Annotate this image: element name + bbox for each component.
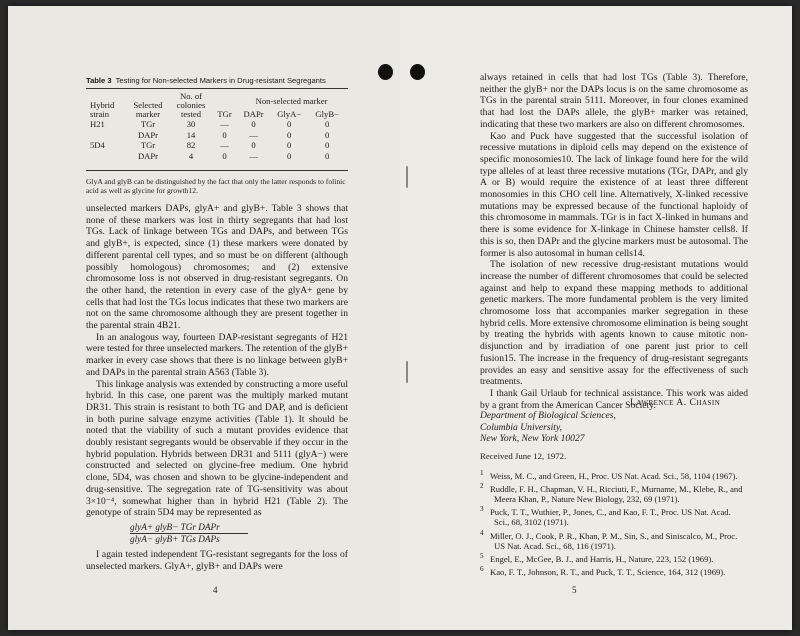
table-caption: Testing for Non-selected Markers in Drug-resistant Segregants	[115, 76, 326, 85]
cell: 5D4	[90, 140, 105, 150]
cell: 0	[325, 129, 330, 140]
genotype-bottom: glyA− glyB+ TGs DAPs	[130, 533, 248, 545]
genotype-fraction	[130, 522, 348, 545]
cell: 4	[188, 150, 194, 161]
reference-item: $^3$ Puck, T. T., Wuthier, P., Jones, C., and Kao, F. T., Proc. US Nat. Acad. Sci., 68, 3102 (1971).	[480, 505, 731, 528]
table-bottom-rule	[86, 170, 348, 171]
reference-item: $^2$ Ruddle, F. H., Chapman, V. H., Ricciuti, F., Murname, M., Klebe, R., and Meera Khan, P., Nature New Biology, 232, 69 (1971).	[480, 482, 743, 505]
cell: TGr	[140, 140, 156, 150]
cell: —	[220, 119, 229, 129]
reference-item: $^4$ Miller, O. J., Cook, P. R., Khan, P. M., Sin, S., and Siniscalco, M., Proc. US Nat. Acad. Sci., 68, 116 (1971).	[480, 528, 738, 551]
binder-hole	[410, 64, 425, 80]
author-signature: Lawrence A. Chasin	[630, 397, 721, 408]
cell: 0	[287, 129, 292, 140]
cell: 0	[251, 140, 256, 150]
right-page	[400, 6, 792, 630]
cell: —	[249, 150, 258, 161]
paragraph: I thank Gail Urlaub for technical assistance. This work was aided by a grant from the American Cancer Society.	[480, 387, 748, 411]
header-col-tg: TGr	[217, 109, 232, 119]
paragraph: Kao and Puck have suggested that the successful isolation of recessive mutations in diploid cells may depend on the existence of specific monosomies10. The lack of linkage found here for the wild type alleles of at least three recessive mutations (TGr, DAPr, and gly A or B) would require the existence of at least three different monosomies in this CHO cell line. Alternatively, X-linked recessive mutations may be expressed because of the functional haploidy of this chromosome in mammals. TGr is in fact X-linked in humans and there is some evidence for X-linkage in Chinese hamster cells8. If this is so, then DAPr and the glycine markers must be autosomal. The former is also autosomal in human cells14.	[480, 130, 748, 259]
table-row	[88, 140, 346, 151]
table-footnote: GlyA and glyB can be distinguished by the fact that only the latter responds to folinic acid as well as glycine for growth12.	[86, 177, 346, 195]
paragraph: This linkage analysis was extended by constructing a more useful hybrid. In this case, one parent was the multiply marked mutant DR31. This strain is resistant to both TG and DAP, and is deficient in both purine salvage enzyme activities (Table 1). It should be noted that the viability of such a mutant provides evidence that doubly resistant segregants would be observable if they occur in the hybrid population. Hybrids between DR31 and 5111 (glyA−) were constructed and selected on glycine-free medium. One hybrid clone, 5D4, was chosen and shown to be glycine-independent and drug-sensitive. The segregation rate of TG-sensitivity was about 3×10⁻⁴, somewhat higher than in hybrid H21 (Table 2). The genotype of strain 5D4 may be represented as	[86, 378, 348, 519]
affiliation	[480, 410, 616, 445]
reference-item: $^5$ Engel, E., McGee, B. J., and Harris, H., Nature, 223, 152 (1969).	[480, 551, 714, 564]
table-row	[88, 119, 346, 130]
cell: 30	[186, 119, 196, 129]
header-col-glya: GlyA−	[277, 109, 302, 119]
cell: 0	[325, 140, 330, 150]
header-hybrid-strain: Hybrid strain	[90, 100, 115, 119]
cell: DAPr	[137, 129, 159, 140]
header-col-glyb: GlyB−	[315, 109, 339, 119]
cell: 0	[287, 119, 292, 129]
cell: 0	[251, 119, 256, 129]
document-spread	[8, 6, 792, 630]
cell: H21	[90, 119, 105, 129]
cell: TGr	[140, 119, 156, 129]
staple	[406, 361, 408, 383]
page-number-right: 5	[572, 585, 577, 595]
cell: 0	[325, 150, 330, 161]
left-body-text	[86, 203, 348, 572]
table-title	[86, 76, 348, 85]
header-selected-marker: Selected marker	[133, 100, 163, 119]
table-label: Table 3	[86, 76, 112, 85]
received-date: Received June 12, 1972.	[480, 451, 567, 461]
table-top-rule	[86, 88, 348, 89]
header-colonies-tested: No. of colonies tested	[176, 91, 206, 119]
affiliation-line: Department of Biological Sciences,	[480, 410, 616, 421]
left-page	[8, 6, 400, 630]
cell: 0	[222, 129, 227, 140]
reference-list	[480, 468, 748, 577]
cell: 0	[287, 140, 292, 150]
reference-item: $^6$ Kao, F. T., Johnson, R. T., and Puck, T. T., Science, 164, 312 (1969).	[480, 564, 726, 577]
paragraph: unselected markers DAPs, glyA+ and glyB+. Table 3 shows that none of these markers was lost in thirty segregants that had lost TGs. Lack of linkage between TGs and DAPs, and between TGs and glyB+, is expected, since (1) these markers were donated by different parental cell types, and so must be on different (although possibly homologous) chromosomes; and (2) extensive chromosome loss is not observed in drug-resistant segregants. On the other hand, the retention in every case of the glyA+ gene by cells that had lost the TGs locus indicates that these two markers are not on the same chromosome although they are present together in the parental strain 4B21.	[86, 203, 348, 332]
genotype-top: glyA+ glyB− TGr DAPr	[130, 521, 220, 532]
cell: —	[249, 129, 258, 140]
table-row	[88, 130, 346, 141]
cell	[88, 130, 126, 141]
paragraph: The isolation of new recessive drug-resistant mutations would increase the number of different chromosomes that could be selected against and help to expand these mapping methods to additional genetic markers. The more fundamental problem is the very limited chromosome loss that accompanies marker segregation in these hybrid cells. More extensive chromosome elimination is being sought by treating the hybrids with agents known to cause mitotic non-disjunction and by irradiation of one parent just prior to cell fusion15. The increase in the frequency of drug-resistant segregants provides an easy and sensitive assay for the effectiveness of such treatments.	[480, 259, 748, 388]
binder-hole	[378, 64, 393, 80]
page-number-left: 4	[213, 585, 218, 595]
header-non-selected: Non-selected marker	[255, 95, 328, 106]
cell: —	[220, 140, 229, 150]
affiliation-line: Columbia University,	[480, 421, 563, 433]
header-col-dap: DAPr	[243, 109, 264, 119]
reference-item: $^1$ Weiss, M. C., and Green, H., Proc. US Nat. Acad. Sci., 58, 1104 (1967).	[480, 469, 738, 481]
cell	[88, 151, 126, 162]
paragraph: In an analogous way, fourteen DAP-resistant segregants of H21 were tested for three unselected markers. The retention of the glyB+ marker in every case shows that there is no linkage between glyB+ and DAPs in the parental strain A563 (Table 3).	[86, 331, 348, 378]
affiliation-line: New York, New York 10027	[480, 433, 585, 445]
staple	[406, 166, 408, 188]
right-body-text	[480, 72, 748, 411]
cell: 0	[287, 150, 292, 161]
cell: 82	[186, 140, 196, 150]
cell: DAPr	[137, 150, 159, 161]
paragraph: always retained in cells that had lost TGs (Table 3). Therefore, neither the glyB+ nor the DAPs locus is on the same chromosome as TGs in the parental strain 5111. Moreover, in four clones examined that had lost the DAPs allele, the glyB+ marker was retained, indicating that these two markers are also on different chromosomes.	[480, 72, 748, 130]
cell: 0	[325, 119, 330, 129]
cell: 14	[186, 129, 196, 140]
segregant-table	[88, 92, 346, 161]
cell: 0	[222, 150, 227, 161]
paragraph: I again tested independent TG-resistant segregants for the loss of unselected markers. GlyA+, glyB+ and DAPs were	[86, 548, 348, 572]
table-row	[88, 151, 346, 162]
